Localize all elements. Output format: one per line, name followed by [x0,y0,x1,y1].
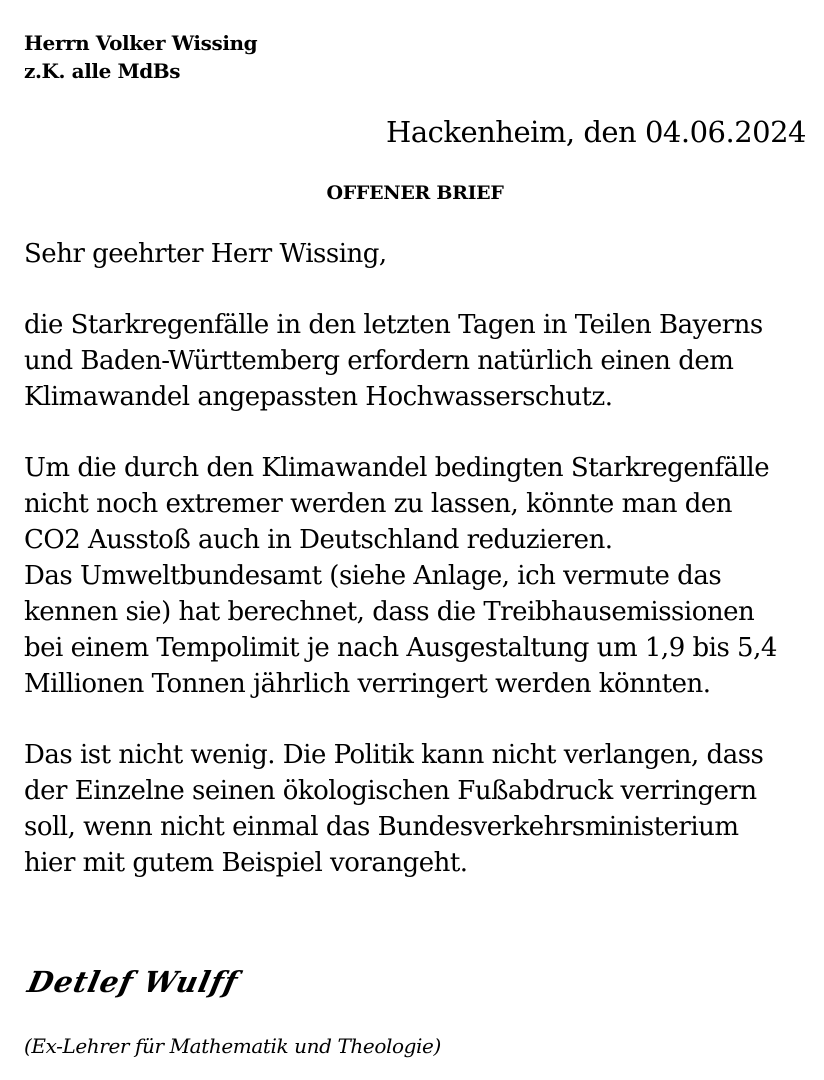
paragraph-line: Um die durch den Klimawandel bedingten Starkregenfälle [24,453,770,483]
author-note: (Ex-Lehrer für Mathematik und Theologie) [24,1034,441,1058]
recipient-name: Herrn Volker Wissing [24,31,258,55]
paragraph-line: Klimawandel angepassten Hochwasserschutz. [24,382,613,412]
letter-body [24,236,814,916]
salutation [24,236,814,272]
recipient-block [24,29,257,85]
paragraph-1 [24,307,814,415]
paragraph-line: die Starkregenfälle in den letzten Tagen in Teilen Bayerns [24,310,763,340]
letter-heading: OFFENER BRIEF [326,182,504,204]
paragraph-line: soll, wenn nicht einmal das Bundesverkehrsministerium [24,812,739,842]
paragraph-line: Millionen Tonnen jährlich verringert werden könnten. [24,669,711,699]
paragraph-line: und Baden-Württemberg erfordern natürlich einen dem [24,346,734,376]
paragraph-line: hier mit gutem Beispiel vorangeht. [24,848,468,878]
paragraph-line: Das ist nicht wenig. Die Politik kann nicht verlangen, dass [24,740,764,770]
salutation-line: Sehr geehrter Herr Wissing, [24,239,387,269]
place-date: Hackenheim, den 04.06.2024 [386,115,806,149]
paragraph-line: bei einem Tempolimit je nach Ausgestaltung um 1,9 bis 5,4 [24,633,777,663]
paragraph-line: CO2 Ausstoß auch in Deutschland reduzieren. [24,525,613,555]
paragraph-2 [24,450,814,702]
paragraph-line: Das Umweltbundesamt (siehe Anlage, ich vermute das [24,561,722,591]
signature: Detlef Wulff [24,965,242,999]
recipient-cc: z.K. alle MdBs [24,59,181,83]
paragraph-line: nicht noch extremer werden zu lassen, könnte man den [24,489,733,519]
paragraph-line: der Einzelne seinen ökologischen Fußabdruck verringern [24,776,757,806]
paragraph-3 [24,737,814,881]
paragraph-line: kennen sie) hat berechnet, dass die Treibhausemissionen [24,597,755,627]
